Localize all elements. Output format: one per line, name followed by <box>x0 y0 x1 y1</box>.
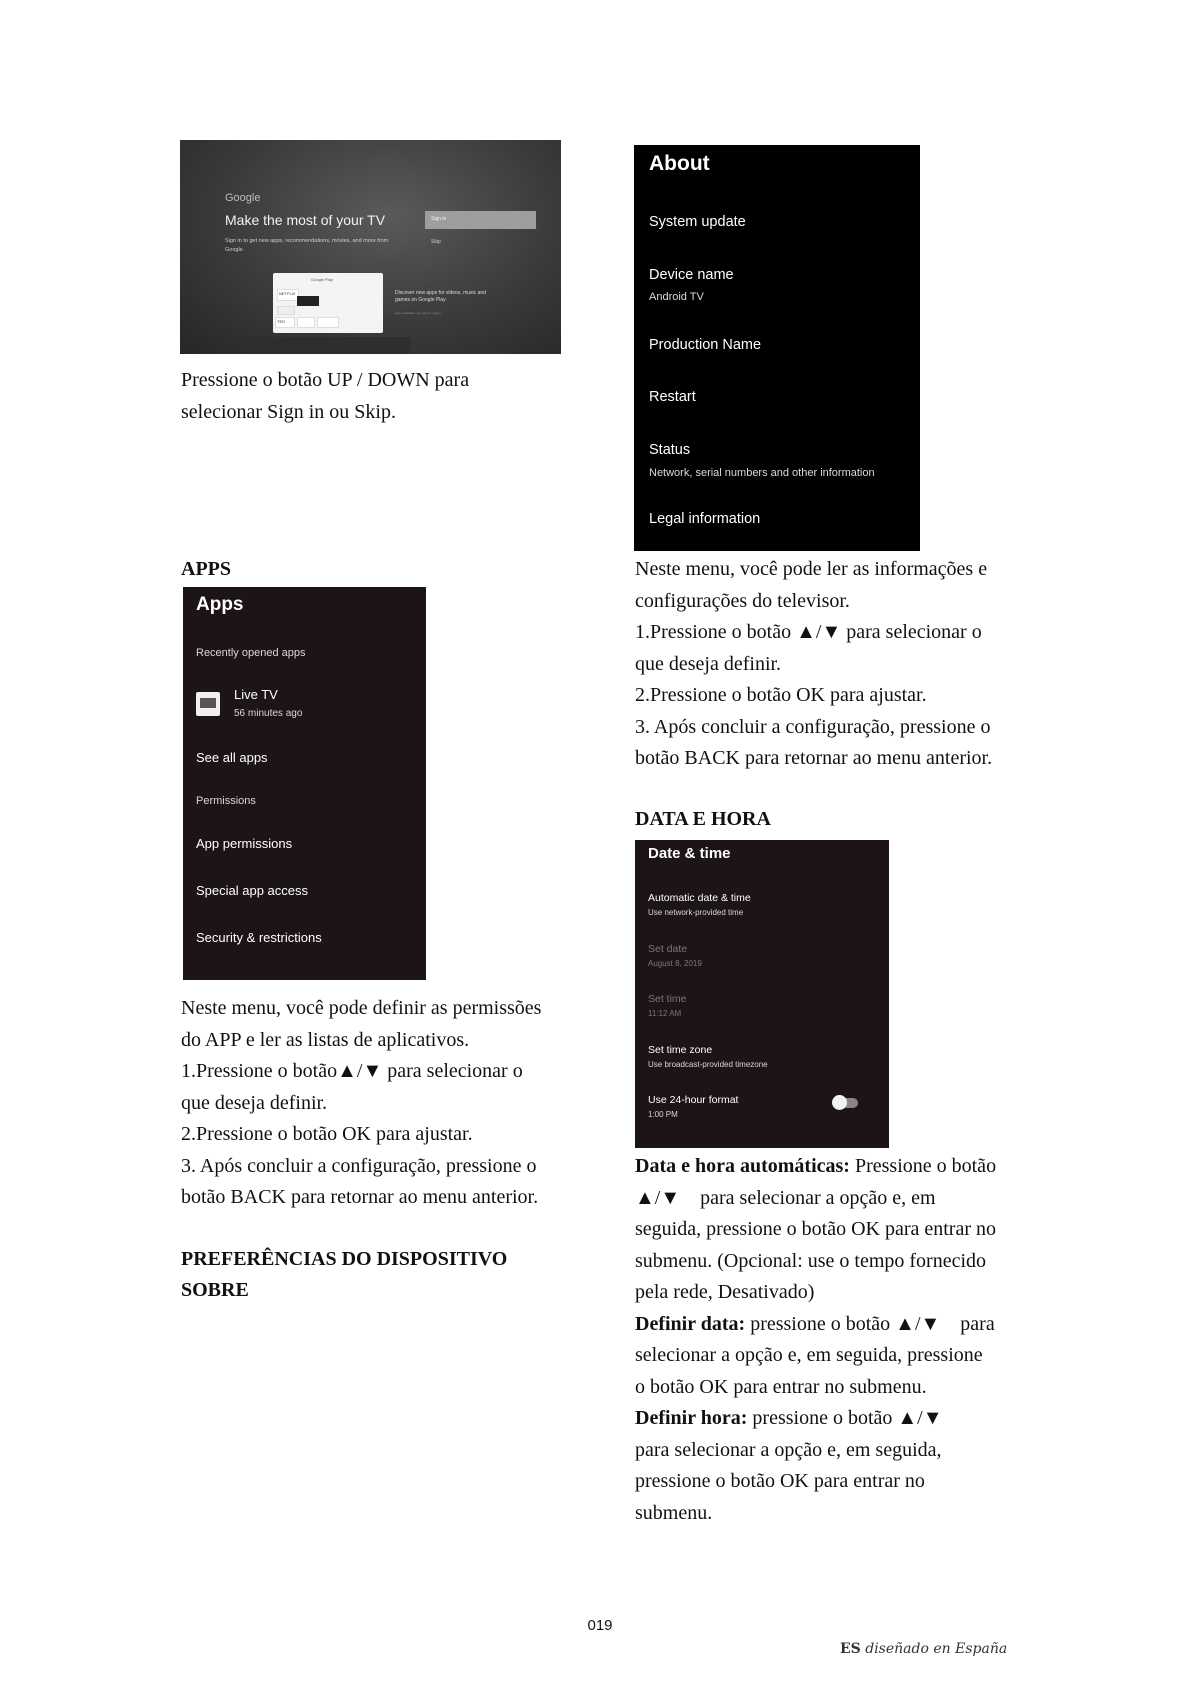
google-fine-print: Apps available may vary by region <box>395 311 441 315</box>
google-play-card <box>273 273 383 333</box>
live-tv-item: Live TV <box>234 687 278 702</box>
app-tile <box>317 317 339 328</box>
text-line: 3. Após concluir a configuração, pressione o <box>635 715 991 738</box>
text-line: do APP e ler as listas de aplicativos. <box>181 1028 470 1051</box>
about-instructions <box>635 554 1135 775</box>
apps-title: Apps <box>196 594 244 615</box>
text-line: 2.Pressione o botão OK para ajustar. <box>181 1123 473 1145</box>
apps-instructions <box>181 993 601 1214</box>
bold-term: Definir data: <box>635 1312 746 1335</box>
text-line <box>635 1151 1135 1183</box>
text-span: pressione o botão ▲/▼ para <box>745 1312 995 1335</box>
page-number: 019 <box>587 1617 613 1634</box>
recently-opened-header: Recently opened apps <box>196 647 306 659</box>
ted-tile: TED <box>275 317 295 328</box>
text-line: submenu. <box>635 1501 713 1524</box>
24-hour-toggle <box>834 1098 858 1108</box>
live-tv-icon <box>196 692 220 716</box>
text-line: 3. Após concluir a configuração, pressione o <box>181 1154 537 1177</box>
text-line: botão BACK para retornar ao menu anterior. <box>181 1186 539 1208</box>
brand-footer <box>840 1641 1007 1657</box>
apps-heading: APPS <box>181 558 231 580</box>
text-line: para selecionar a opção e, em seguida, <box>635 1438 942 1461</box>
text-line <box>635 1309 1135 1341</box>
security-restrictions-item: Security & restrictions <box>196 930 322 945</box>
about-screenshot <box>634 145 920 551</box>
text-line: o botão OK para entrar no submenu. <box>635 1375 927 1398</box>
google-logo: Google <box>225 192 261 204</box>
text-line: 1.Pressione o botão▲/▼ para selecionar o <box>181 1060 523 1082</box>
bold-term: Data e hora automáticas: <box>635 1155 850 1177</box>
text-line <box>635 1403 1135 1435</box>
device-name-value: Android TV <box>649 291 704 303</box>
text-line: 2.Pressione o botão OK para ajustar. <box>635 684 927 706</box>
set-time-zone-value: Use broadcast-provided timezone <box>648 1060 768 1069</box>
text-line: Neste menu, você pode ler as informações e <box>635 558 988 580</box>
use-24-hour-item: Use 24-hour format <box>648 1094 739 1106</box>
skip-button: Skip <box>431 239 441 245</box>
permissions-header: Permissions <box>196 795 256 807</box>
set-time-zone-item: Set time zone <box>648 1044 713 1056</box>
restart-item: Restart <box>649 389 696 405</box>
text-line: selecionar a opção e, em seguida, pressione <box>635 1344 983 1366</box>
date-time-screenshot <box>635 840 889 1148</box>
text-line: Neste menu, você pode definir as permissões <box>181 997 542 1019</box>
about-heading: SOBRE <box>181 1279 249 1301</box>
tv-stand <box>246 337 410 354</box>
google-play-description: Discover new apps for videos, music and games on Google Play <box>395 290 486 303</box>
google-title: Make the most of your TV <box>225 212 386 228</box>
production-name-item: Production Name <box>649 337 762 353</box>
status-description: Network, serial numbers and other information <box>649 467 875 479</box>
google-caption <box>181 365 581 428</box>
netflix-tile: NETFLIX <box>277 289 299 301</box>
status-item: Status <box>649 442 691 458</box>
text-span: Pressione o botão <box>849 1155 997 1177</box>
device-name-item: Device name <box>649 267 734 283</box>
toggle-knob <box>832 1095 847 1110</box>
brand-logo-icon: ES <box>840 1641 861 1657</box>
text-line: que deseja definir. <box>181 1091 328 1114</box>
bold-term: Definir hora: <box>635 1407 748 1429</box>
see-all-apps-item: See all apps <box>196 750 268 765</box>
text-line: submenu. (Opcional: use o tempo fornecido <box>635 1249 987 1272</box>
text-line: pela rede, Desativado) <box>635 1281 815 1303</box>
apps-screenshot <box>183 587 426 980</box>
set-date-value: August 8, 2019 <box>648 959 702 968</box>
date-time-title: Date & time <box>648 845 731 862</box>
automatic-date-time-value: Use network-provided time <box>648 908 744 917</box>
text-line: configurações do televisor. <box>635 589 850 612</box>
set-date-item: Set date <box>648 943 688 955</box>
use-24-hour-value: 1:00 PM <box>648 1110 678 1119</box>
legal-information-item: Legal information <box>649 511 761 527</box>
about-title: About <box>649 152 710 175</box>
brand-text: diseñado en España <box>865 1641 1008 1657</box>
system-update-item: System update <box>649 214 746 230</box>
set-time-value: 11:12 AM <box>648 1009 682 1018</box>
live-tv-time: 56 minutes ago <box>234 708 303 719</box>
text-line: que deseja definir. <box>635 652 782 675</box>
automatic-date-time-item: Automatic date & time <box>648 892 751 904</box>
text-line: pressione o botão OK para entrar no <box>635 1470 925 1492</box>
text-span: pressione o botão ▲/▼ <box>747 1407 943 1429</box>
device-preferences-heading: PREFERÊNCIAS DO DISPOSITIVO <box>181 1248 508 1270</box>
special-app-access-item: Special app access <box>196 883 309 898</box>
google-play-label: Google Play <box>311 277 333 282</box>
text-line: botão BACK para retornar ao menu anterior. <box>635 747 993 769</box>
caption-line: Pressione o botão UP / DOWN para <box>181 369 470 391</box>
app-tile <box>297 317 315 328</box>
date-time-instructions <box>635 1151 1135 1529</box>
google-subtitle: Sign in to get new apps, recommendations, movies, and more from Google. <box>225 238 389 253</box>
text-line: ▲/▼ para selecionar a opção e, em <box>635 1186 936 1209</box>
caption-line: selecionar Sign in ou Skip. <box>181 400 396 423</box>
sign-in-button: Sign in <box>425 211 536 229</box>
set-time-item: Set time <box>648 993 687 1005</box>
app-tile <box>277 306 295 315</box>
app-permissions-item: App permissions <box>196 836 293 851</box>
text-line: 1.Pressione o botão ▲/▼ para selecionar o <box>635 621 982 643</box>
google-signin-screenshot <box>180 140 561 354</box>
text-line: seguida, pressione o botão OK para entrar no <box>635 1218 996 1240</box>
date-time-heading: DATA E HORA <box>635 808 771 830</box>
spotify-tile <box>297 296 319 306</box>
